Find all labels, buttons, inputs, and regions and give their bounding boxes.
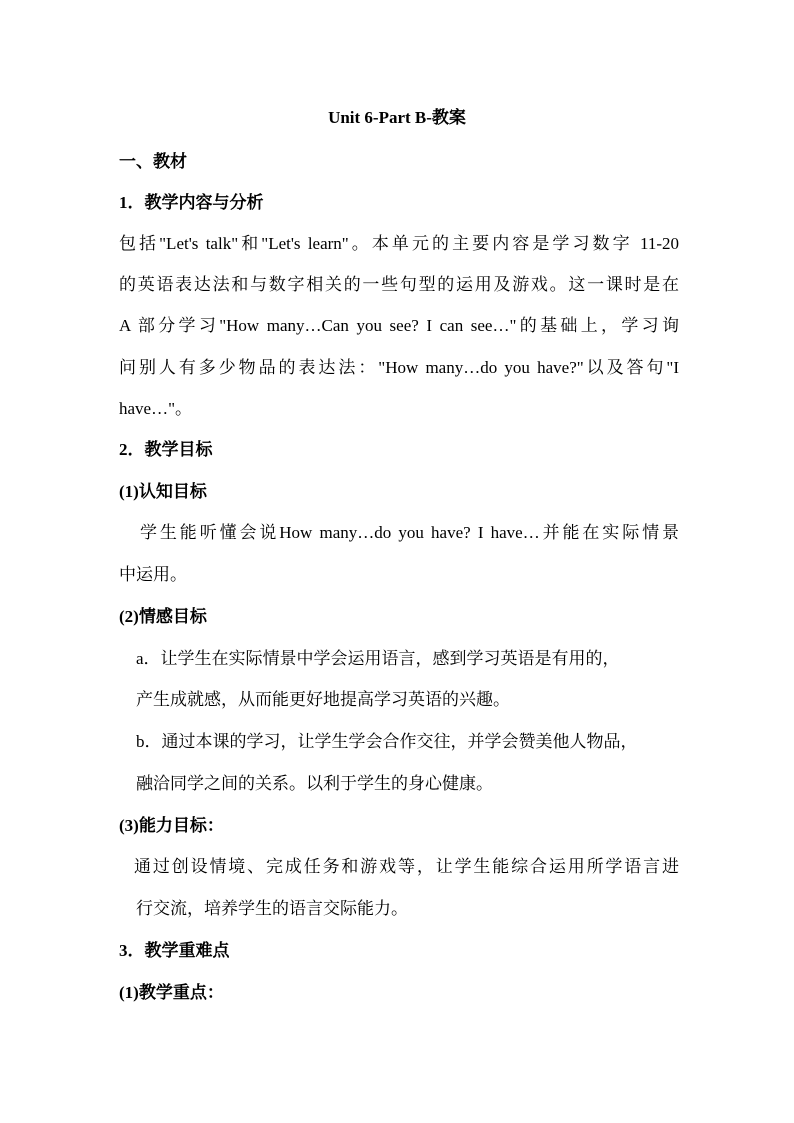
paragraph-line: a．让学生在实际情景中学会运用语言，感到学习英语是有用的，: [136, 649, 620, 668]
paragraph-line: b．通过本课的学习，让学生学会合作交往，并学会赞美他人物品，: [136, 732, 638, 751]
paragraph-line: 行交流，培养学生的语言交际能力。: [136, 899, 408, 918]
subheading-key-difficult-points: 3．教学重难点: [119, 941, 230, 960]
key-point-heading: (1)教学重点：: [119, 983, 224, 1002]
paragraph-line: 中运用。: [119, 565, 187, 584]
goal-heading-ability: (3)能力目标：: [119, 816, 224, 835]
paragraph-line: have…"。: [119, 399, 193, 418]
paragraph-line: 通过创设情境、完成任务和游戏等，让学生能综合运用所学语言进: [134, 857, 679, 876]
paragraph-line: A 部分学习"How many…Can you see? I can see…"的基础上，学习询: [119, 316, 679, 335]
paragraph-line: 学生能听懂会说How many…do you have? I have…并能在实际情景: [140, 523, 679, 542]
paragraph-line: 的英语表达法和与数字相关的一些句型的运用及游戏。这一课时是在: [119, 275, 679, 294]
goal-heading-cognitive: (1)认知目标: [119, 482, 207, 501]
goal-heading-affective: (2)情感目标: [119, 607, 207, 626]
paragraph-line: 产生成就感，从而能更好地提高学习英语的兴趣。: [136, 690, 510, 709]
section-heading-textbook: 一、教材: [119, 152, 187, 171]
document-title: Unit 6-Part B-教案: [328, 108, 466, 127]
paragraph-line: 包括"Let's talk"和"Let's learn"。本单元的主要内容是学习数字 11-20: [119, 234, 679, 253]
paragraph-line: 问别人有多少物品的表达法："How many…do you have?"以及答句"I: [119, 358, 679, 377]
paragraph-line: 融洽同学之间的关系。以利于学生的身心健康。: [136, 774, 493, 793]
subheading-teaching-goals: 2．教学目标: [119, 440, 213, 459]
subheading-content-analysis: 1．教学内容与分析: [119, 193, 264, 212]
